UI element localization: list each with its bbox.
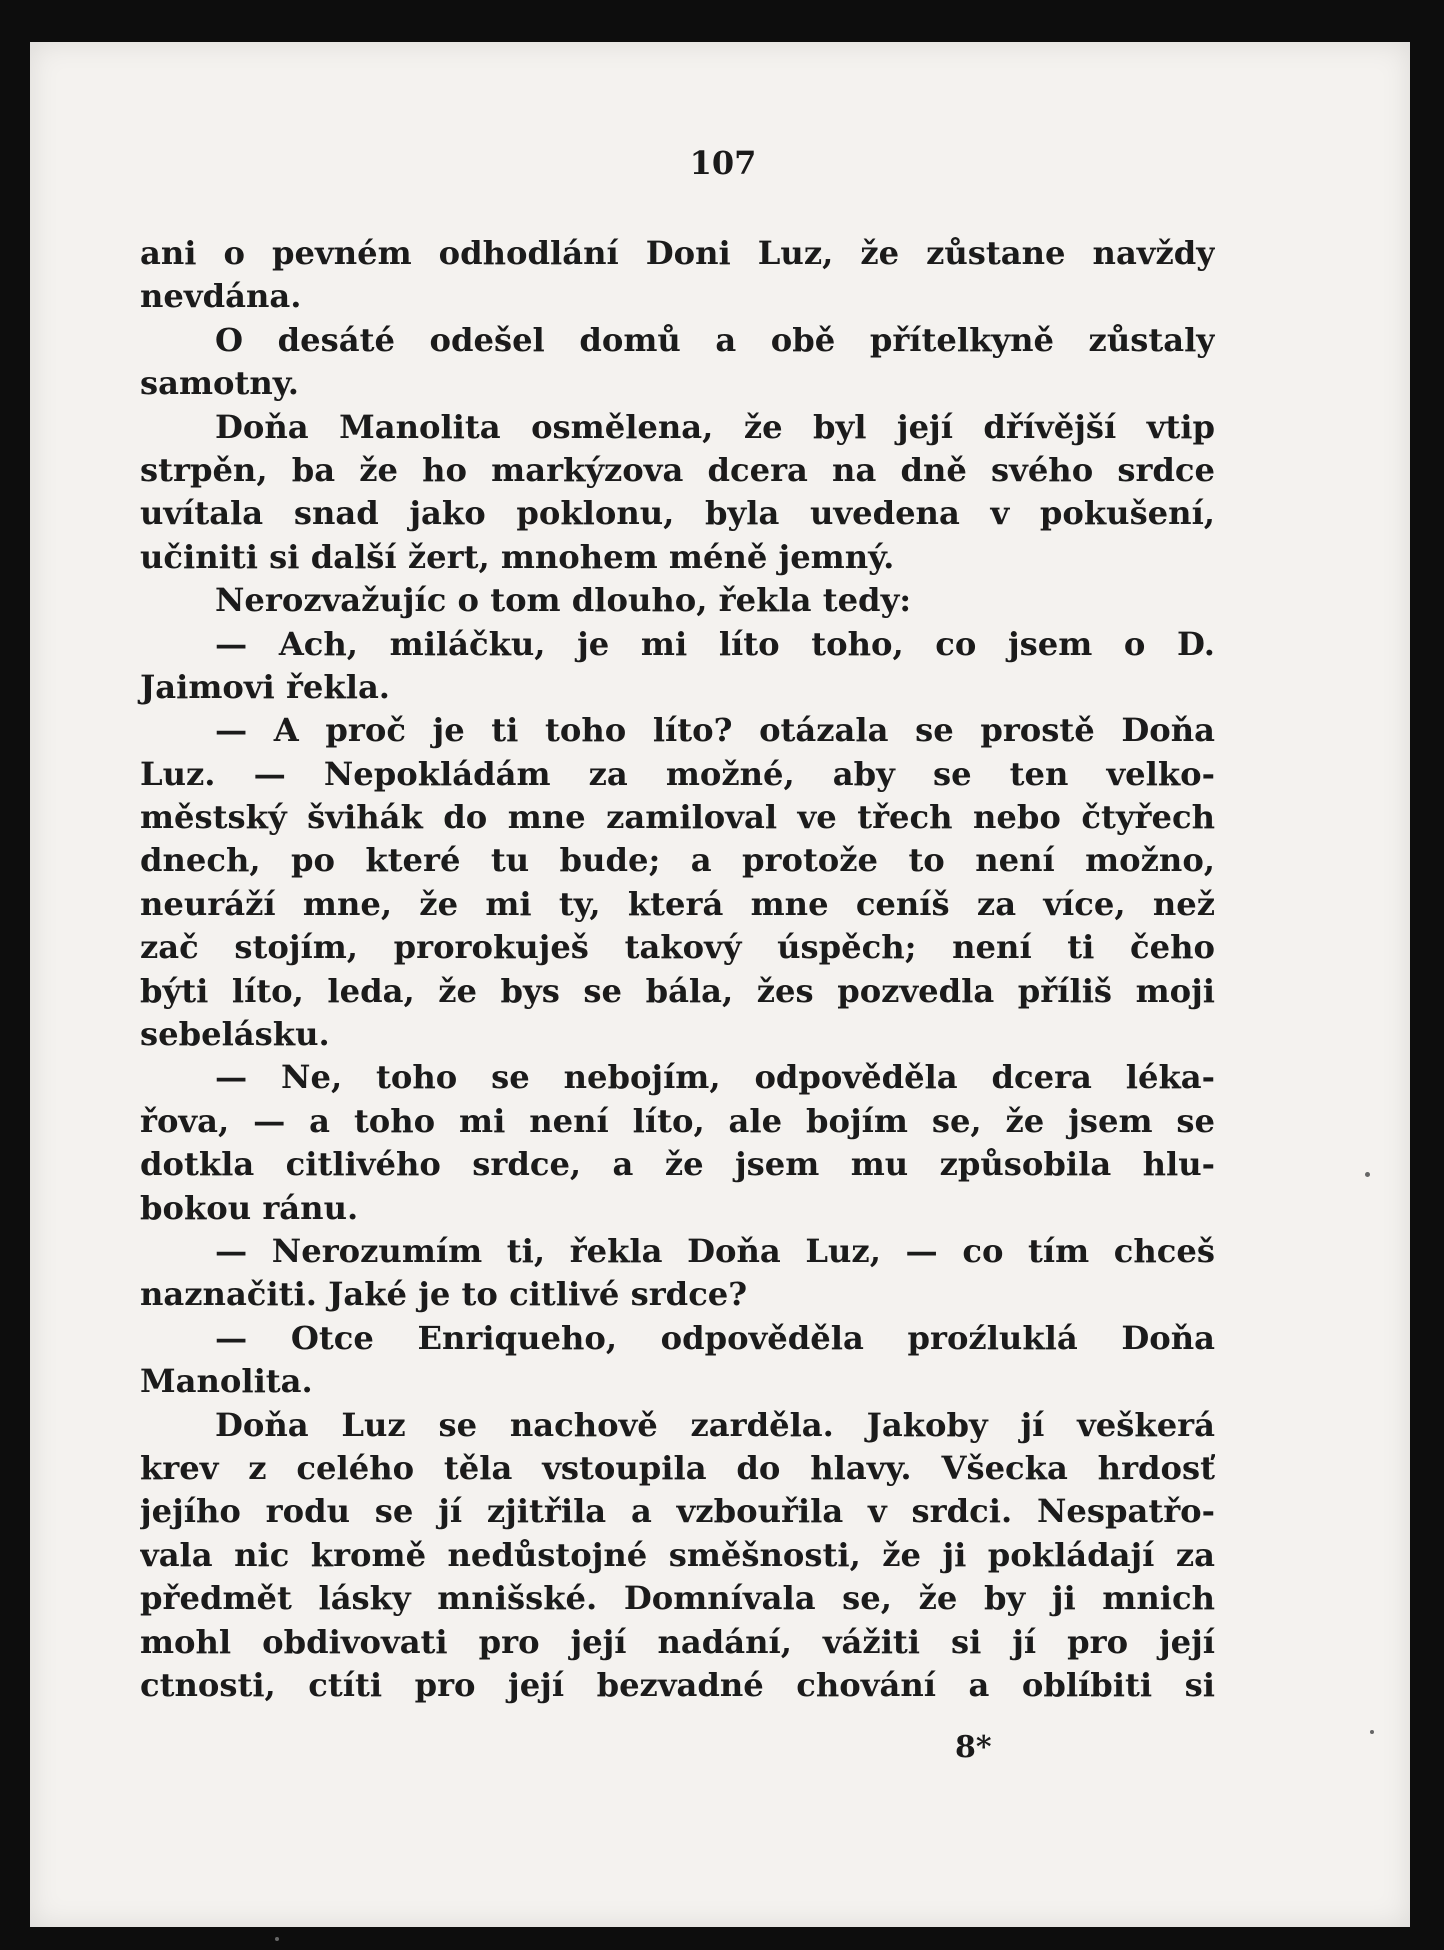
page-number: 107 [689, 144, 757, 182]
text-line: Luz. — Nepokládám za možné, aby se ten velko- [140, 754, 1215, 793]
text-line: Doňa Luz se nachově zarděla. Jakoby jí veškerá [215, 1405, 1215, 1444]
text-line: naznačiti. Jaké je to citlivé srdce? [140, 1275, 748, 1314]
text-line: dnech, po které tu bude; a protože to není možno, [140, 841, 1215, 880]
text-line: sebelásku. [140, 1015, 330, 1054]
text-line: — Ne, toho se nebojím, odpověděla dcera léka- [215, 1058, 1215, 1097]
paper-speck [1365, 1172, 1370, 1177]
text-line: samotny. [140, 364, 299, 403]
text-line: jejího rodu se jí zjitřila a vzbouřila v srdci. Nespatřo- [140, 1492, 1215, 1531]
text-line: — Ach, miláčku, je mi líto toho, co jsem o D. [215, 624, 1215, 663]
paper-speck [1370, 1730, 1374, 1734]
text-line: — Otce Enriqueho, odpověděla proźluklá Doňa [215, 1318, 1215, 1357]
text-line: neuráží mne, že mi ty, která mne ceníš za více, než [140, 884, 1215, 923]
text-line: ani o pevném odhodlání Doni Luz, že zůstane navždy [140, 234, 1215, 272]
text-line: učiniti si další žert, mnohem méně jemný. [140, 537, 895, 576]
text-line: — Nerozumím ti, řekla Doňa Luz, — co tím chceš [215, 1231, 1215, 1270]
text-line: bokou ránu. [140, 1188, 359, 1227]
text-line: ctnosti, ctíti pro její bezvadné chování a oblíbiti si [140, 1665, 1215, 1704]
text-line: O desáté odešel domů a obě přítelkyně zůstaly [215, 320, 1215, 359]
text-line: uvítala snad jako poklonu, byla uvedena v pokušení, [140, 494, 1215, 533]
book-page [30, 42, 1410, 1927]
text-line: Doňa Manolita osmělena, že byl její dřívější vtip [215, 407, 1215, 446]
text-line: býti líto, leda, že bys se bála, žes pozvedla příliš moji [140, 971, 1215, 1010]
signature-mark: 8* [955, 1730, 992, 1765]
text-line: dotkla citlivého srdce, a že jsem mu způsobila hlu- [140, 1145, 1215, 1184]
text-line: krev z celého těla vstoupila do hlavy. Všecka hrdosť [140, 1448, 1215, 1487]
text-line: řova, — a toho mi není líto, ale bojím se, že jsem se [140, 1101, 1215, 1140]
text-line: Manolita. [140, 1362, 313, 1401]
text-line: městský švihák do mne zamiloval ve třech nebo čtyřech [140, 798, 1215, 837]
text-line: zač stojím, prorokuješ takový úspěch; není ti čeho [140, 928, 1215, 967]
text-line: mohl obdivovati pro její nadání, vážiti si jí pro její [140, 1622, 1215, 1661]
text-line: — A proč je ti toho líto? otázala se prostě Doňa [215, 711, 1215, 750]
text-line: vala nic kromě nedůstojné směšnosti, že ji pokládají za [140, 1535, 1215, 1574]
text-line: nevdána. [140, 277, 302, 316]
body-text [140, 232, 1215, 1707]
text-line: Nerozvažujíc o tom dlouho, řekla tedy: [215, 581, 912, 620]
text-line: strpěn, ba že ho markýzova dcera na dně svého srdce [140, 450, 1215, 489]
text-line: Jaimovi řekla. [140, 667, 391, 706]
paper-speck [275, 1937, 279, 1941]
text-line: předmět lásky mnišské. Domnívala se, že by ji mnich [140, 1579, 1215, 1618]
